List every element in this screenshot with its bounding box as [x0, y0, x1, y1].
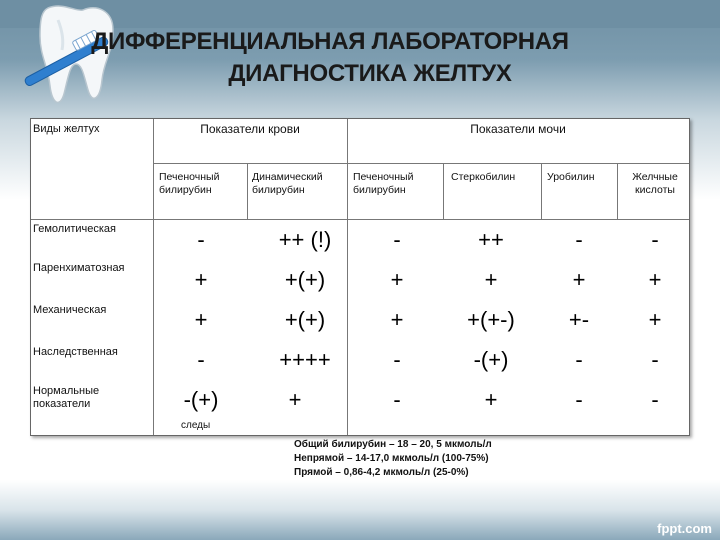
- row-label-normal: Нормальные показатели: [33, 385, 100, 410]
- group-header-blood: Показатели крови: [200, 122, 300, 136]
- table-cell: -(+): [183, 387, 219, 412]
- fppt-logo: fppt.com: [657, 521, 712, 536]
- slide-title: [0, 26, 720, 90]
- table-cell: -: [197, 227, 205, 252]
- note-line: Общий билирубин – 18 – 20, 5 мкмоль/л: [294, 439, 492, 450]
- title-line-2: ДИАГНОСТИКА ЖЕЛТУХ: [228, 60, 512, 87]
- row-label-mechanical: Механическая: [33, 304, 107, 316]
- column-header: Печеночный билирубин: [353, 171, 414, 196]
- note-line: Непрямой – 14-17,0 мкмоль/л (100-75%): [294, 453, 489, 464]
- group-header-urine: Показатели мочи: [470, 122, 566, 136]
- table-cell: -: [575, 387, 583, 412]
- row-label-parenchymal: Паренхиматозная: [33, 262, 125, 274]
- grid-line: [31, 219, 689, 220]
- grid-line: [153, 163, 689, 164]
- reference-values: [294, 438, 492, 480]
- table-cell: ++++: [279, 347, 331, 372]
- table-cell: +: [648, 267, 662, 292]
- table-cell: +(+): [284, 267, 326, 292]
- table-cell: +: [194, 267, 208, 292]
- diagnostics-table: [30, 118, 690, 436]
- grid-line: [247, 163, 248, 219]
- trace-note: следы: [181, 420, 211, 431]
- table-cell: +: [194, 307, 208, 332]
- column-header: Печеночный билирубин: [159, 171, 220, 196]
- column-header: Уробилин: [547, 171, 595, 183]
- row-header: Виды желтух: [33, 123, 100, 135]
- table-cell: +(+-): [467, 307, 515, 332]
- table-cell: -: [575, 347, 583, 372]
- table-cell: -: [575, 227, 583, 252]
- table-cell: -(+): [473, 347, 509, 372]
- grid-line: [153, 119, 154, 435]
- table-cell: +: [288, 387, 302, 412]
- table-cell: -: [197, 347, 205, 372]
- row-label-hemolytic: Гемолитическая: [33, 223, 116, 235]
- table-cell: -: [651, 387, 659, 412]
- grid-line: [347, 119, 348, 435]
- title-line-1: ДИФФЕРЕНЦИАЛЬНАЯ ЛАБОРАТОРНАЯ: [91, 28, 569, 55]
- table-cell: +: [390, 307, 404, 332]
- table-cell: +: [484, 267, 498, 292]
- note-line: Прямой – 0,86-4,2 мкмоль/л (25-0%): [294, 467, 469, 478]
- table-cell: +-: [568, 307, 590, 332]
- table-cell: +: [648, 307, 662, 332]
- row-label-hereditary: Наследственная: [33, 346, 118, 358]
- grid-line: [617, 163, 618, 219]
- grid-line: [443, 163, 444, 219]
- table-cell: -: [393, 347, 401, 372]
- column-header: Желчные кислоты: [632, 171, 678, 196]
- column-header: Стеркобилин: [451, 171, 516, 183]
- table-cell: +: [390, 267, 404, 292]
- table-cell: -: [651, 227, 659, 252]
- table-cell: +(+): [284, 307, 326, 332]
- table-cell: -: [393, 227, 401, 252]
- column-header: Динамический билирубин: [252, 171, 323, 196]
- table-cell: ++ (!): [278, 227, 332, 252]
- table-cell: +: [572, 267, 586, 292]
- table-cell: -: [393, 387, 401, 412]
- table-cell: +: [484, 387, 498, 412]
- table-cell: -: [651, 347, 659, 372]
- table-cell: ++: [478, 227, 504, 252]
- grid-line: [541, 163, 542, 219]
